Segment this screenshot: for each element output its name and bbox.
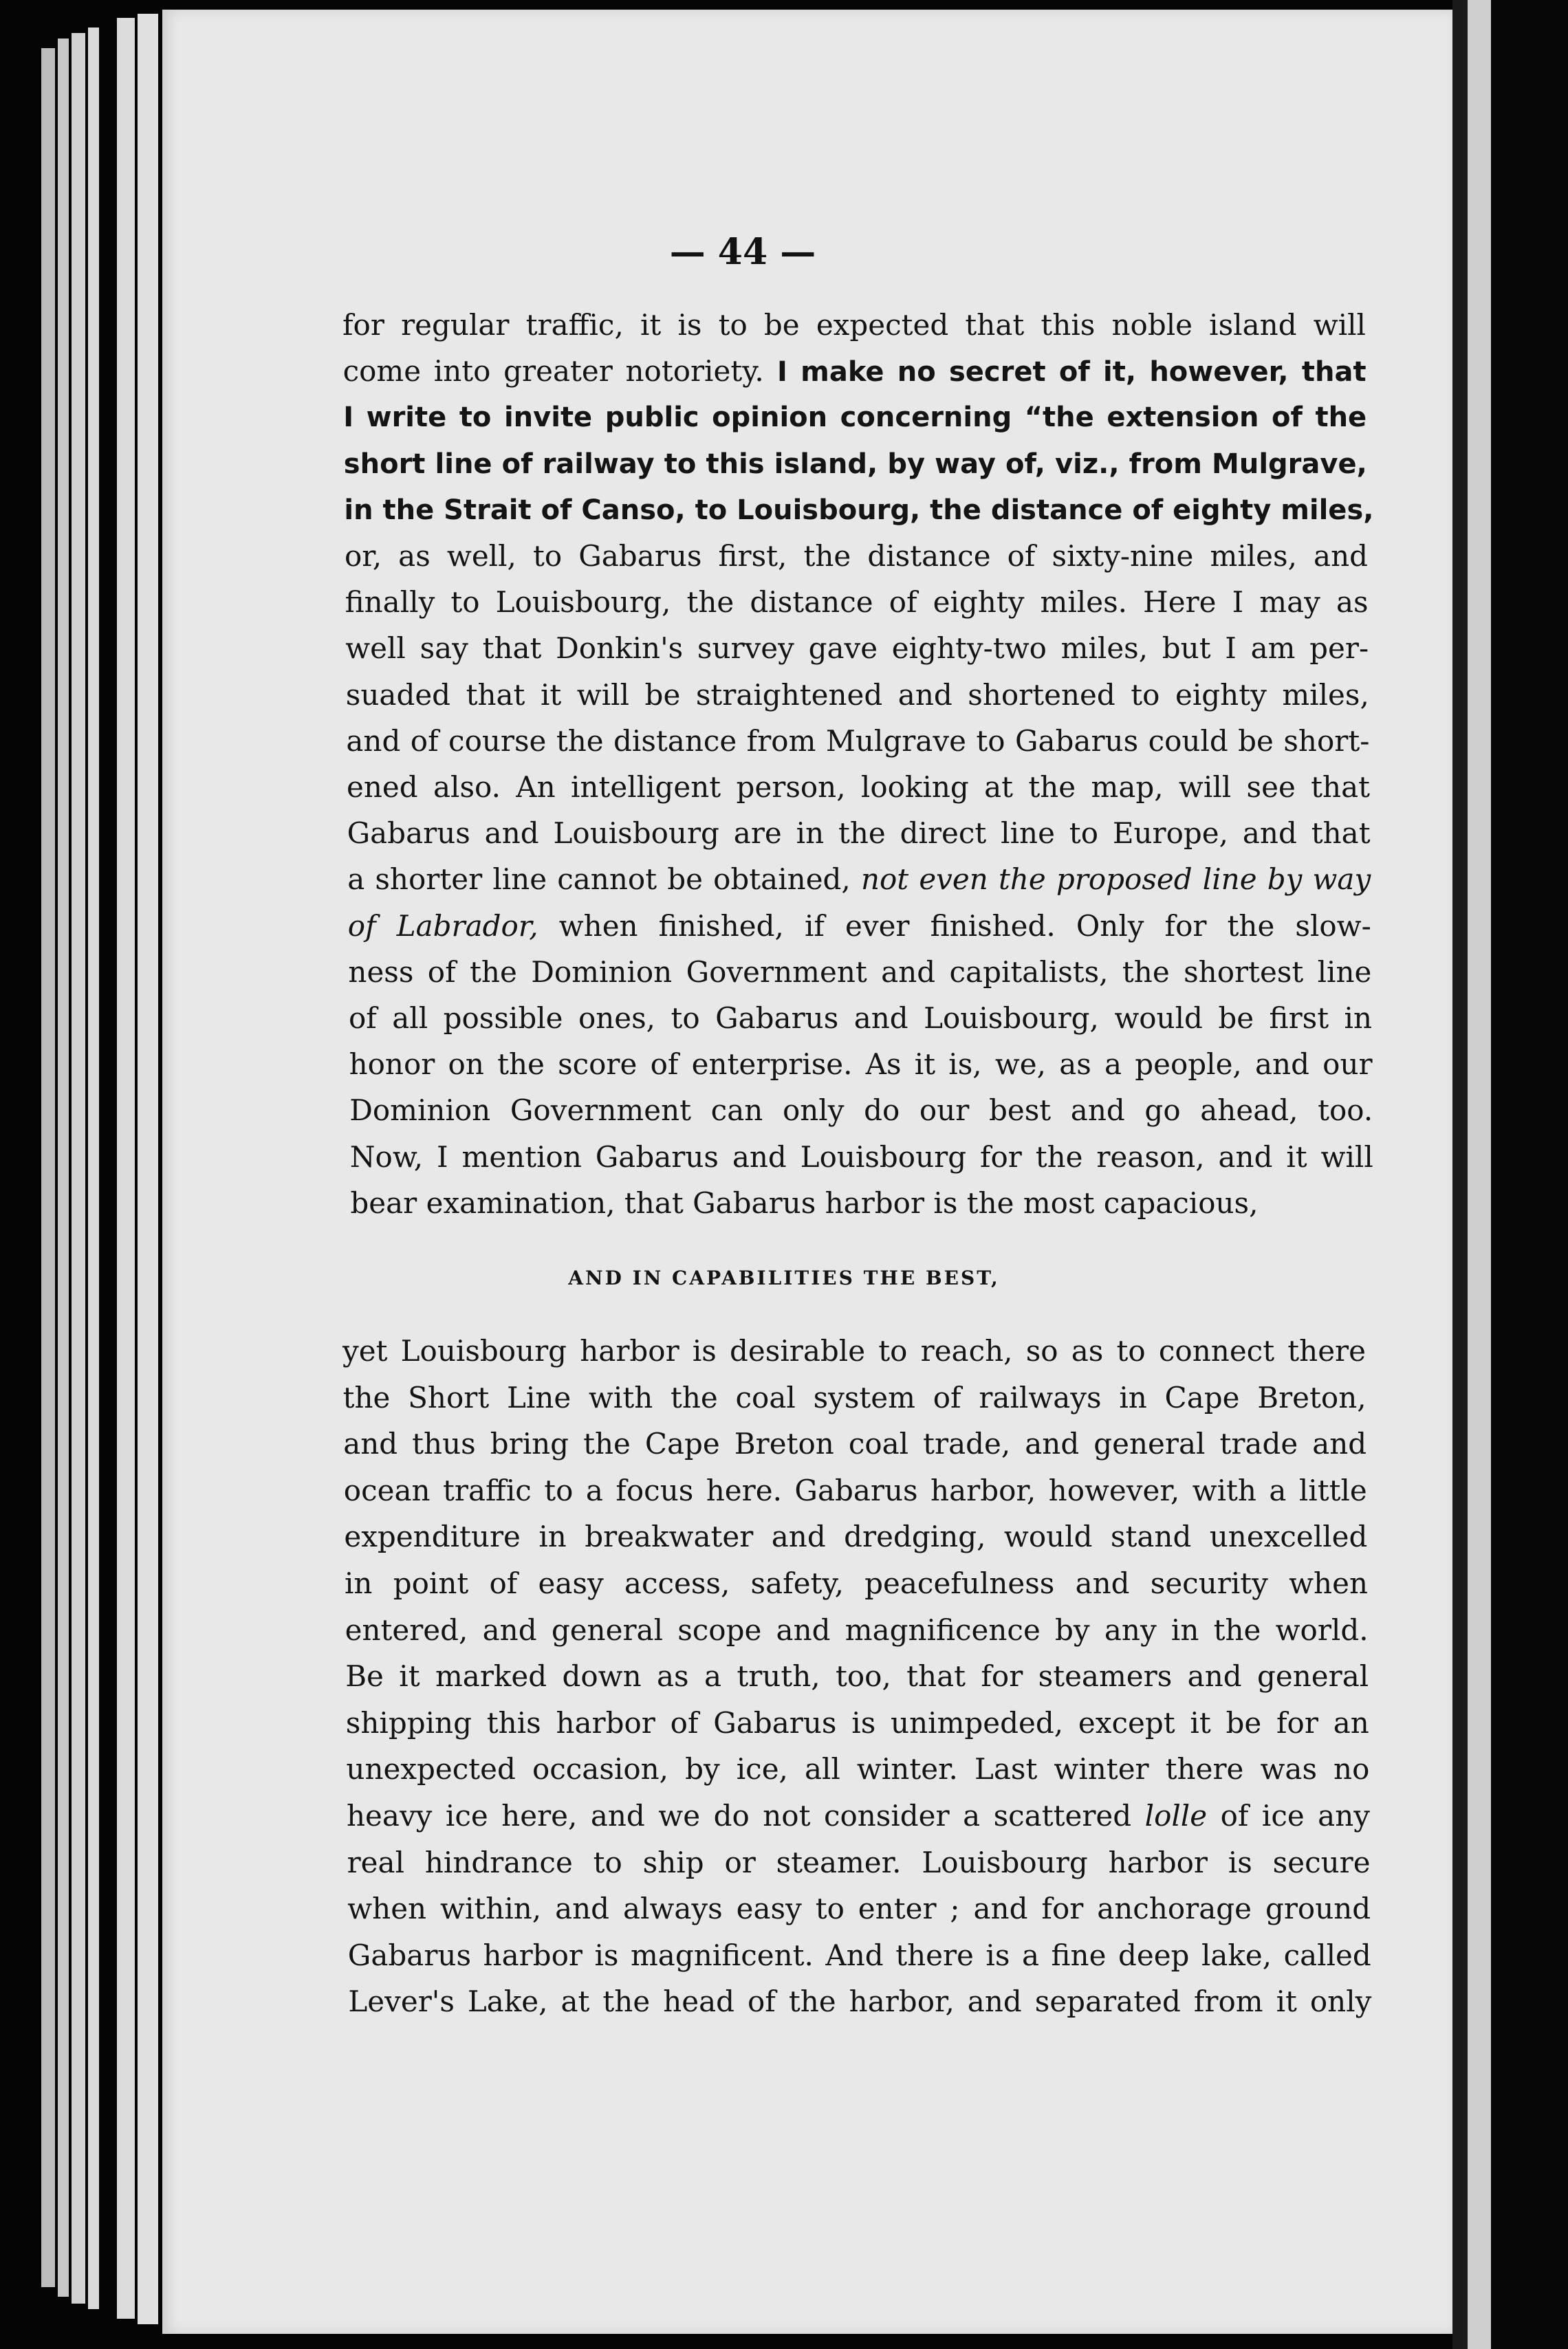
text-line: short line of railway to this island, by way of, viz., from Mulgrave,: [343, 448, 1367, 480]
text-line: in the Strait of Canso, to Louisbourg, the distance of eighty miles,: [344, 494, 1374, 526]
page-edge: [41, 48, 55, 2287]
text-line: of all possible ones, to Gabarus and Louisbourg, would be first in: [349, 1001, 1372, 1035]
text-line: ness of the Dominion Government and capitalists, the shortest line: [348, 954, 1372, 989]
text-line: of Labrador, when finished, if ever finished. Only for the slow-: [347, 908, 1371, 943]
text-line: in point of easy access, safety, peacefulness and security when: [345, 1566, 1368, 1600]
scan-border: [1491, 0, 1568, 2349]
text-line: entered, and general scope and magnificence by any in the world.: [345, 1613, 1369, 1647]
text-line: Be it marked down as a truth, too, that for steamers and general: [345, 1659, 1369, 1694]
text-line: for regular traffic, it is to be expected that this noble island will: [342, 308, 1366, 342]
page-number: — 44 —: [669, 231, 816, 273]
text-line: finally to Louisbourg, the distance of eighty miles. Here I may as: [345, 585, 1369, 620]
page-edge: [72, 33, 85, 2304]
text-line: expenditure in breakwater and dredging, would stand unexcelled: [344, 1520, 1368, 1554]
adjacent-page-edge: [1468, 0, 1491, 2349]
text-line: or, as well, to Gabarus first, the distance of sixty-nine miles, and: [345, 539, 1368, 573]
text-line: real hindrance to ship or steamer. Louisbourg harbor is secure: [347, 1845, 1371, 1879]
text-line: a shorter line cannot be obtained, not even the proposed line by way: [347, 862, 1371, 897]
text-line: Lever's Lake, at the head of the harbor, and separated from it only: [348, 1985, 1372, 2019]
text-line: Gabarus harbor is magnificent. And there is a fine deep lake, called: [347, 1938, 1371, 1972]
text-line: shipping this harbor of Gabarus is unimpeded, except it be for an: [345, 1705, 1369, 1740]
text-line: I write to invite public opinion concerning “the extension of the: [343, 402, 1367, 434]
page-edge: [138, 14, 158, 2324]
text-line: and thus bring the Cape Breton coal trade, and general trade and: [343, 1427, 1367, 1461]
text-line: yet Louisbourg harbor is desirable to reach, so as to connect there: [342, 1334, 1366, 1368]
text-line: the Short Line with the coal system of railways in Cape Breton,: [342, 1380, 1366, 1414]
text-line: well say that Donkin's survey gave eighty-two miles, but I am per-: [345, 631, 1369, 666]
text-line: suaded that it will be straightened and shortened to eighty miles,: [345, 677, 1369, 712]
text-line: honor on the score of enterprise. As it is, we, as a people, and our: [349, 1047, 1373, 1082]
text-line: Dominion Government can only do our best and go ahead, too.: [349, 1093, 1373, 1128]
page-edge: [117, 18, 135, 2319]
text-line: when within, and always easy to enter ; and for anchorage ground: [347, 1892, 1371, 1926]
page-edge: [58, 39, 69, 2297]
text-line: ened also. An intelligent person, looking at the map, will see that: [347, 770, 1370, 804]
text-line: unexpected occasion, by ice, all winter. Last winter there was no: [346, 1752, 1370, 1787]
binding-shadow: [1452, 0, 1468, 2349]
text-line: Now, I mention Gabarus and Louisbourg for the reason, and it will: [349, 1139, 1373, 1174]
text-line: bear examination, that Gabarus harbor is the most capacious,: [350, 1186, 1259, 1220]
page-edge: [88, 28, 99, 2309]
text-line: heavy ice here, and we do not consider a scattered lolle of ice any: [347, 1799, 1370, 1833]
section-subheading: AND IN CAPABILITIES THE BEST,: [568, 1267, 1000, 1289]
text-line: and of course the distance from Mulgrave to Gabarus could be short-: [346, 723, 1370, 758]
text-line: come into greater notoriety. I make no secret of it, however, that: [342, 354, 1366, 389]
text-line: ocean traffic to a focus here. Gabarus harbor, however, with a little: [343, 1473, 1367, 1507]
text-line: Gabarus and Louisbourg are in the direct line to Europe, and that: [347, 816, 1371, 851]
